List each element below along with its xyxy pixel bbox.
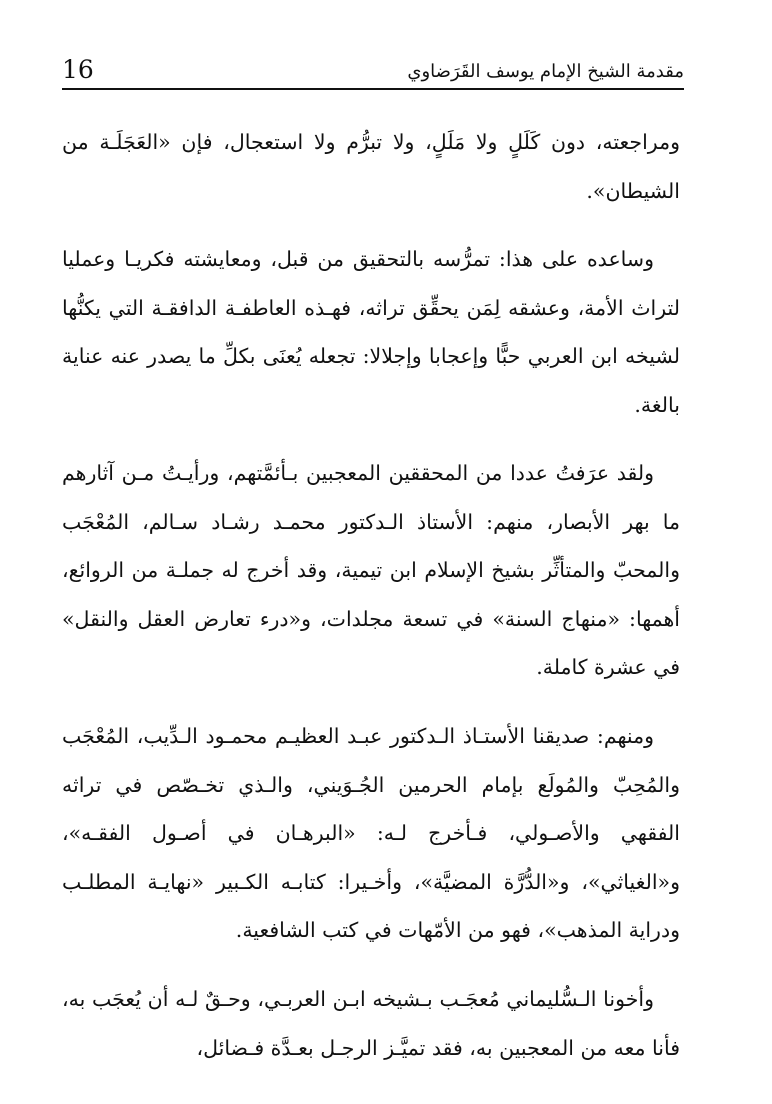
paragraph-3: ولقد عرَفتُ عددا من المحققين المعجبين بـأئمَّتهم، ورأيـتُ مـن آثارهم ما بهر الأبصار، منهم: الأستاذ الـدكتور محمـد رشـاد سـالم، المُعْجَب والمحبّ والمتأثِّر بشيخ الإسلام ابن تيمية، وقد أخرج له جملـة من الروائع، أهمها: «منهاج السنة» في تسعة مجلدات، و«درء تعارض العقل والنقل» في عشرة كاملة. [62, 461, 680, 680]
paragraph-2: وساعده على هذا: تمرُّسه بالتحقيق من قبل، ومعايشته فكريـا وعمليا لتراث الأمة، وعشقه لِمَن يحقِّق تراثه، فهـذه العاطفـة الدافقـة التي يكنُّها لشيخه ابن العربي حبًّا وإعجابا وإجلالا: تجعله يُعنَى بكلِّ ما يصدر عنه عناية بالغة. [62, 247, 680, 417]
paragraph-5: وأخونا الـسُّليماني مُعجَـب بـشيخه ابـن العربـي، وحـقٌ لـه أن يُعجَب به، فأنا معه من المعجبين به، فقد تميَّـز الرجـل بعـدَّة فـضائل، [62, 987, 680, 1060]
page-body [62, 118, 680, 1072]
page-number: 16 [62, 55, 94, 84]
running-header [62, 48, 684, 90]
paragraph-1: ومراجعته، دون كَلَلٍ ولا مَلَلٍ، ولا تبرُّم ولا استعجال، فإن «العَجَلَـة من الشيطان». [62, 130, 680, 203]
paragraph-4: ومنهم: صديقنا الأستـاذ الـدكتور عبـد العظيـم محمـود الـدِّيب، المُعْجَب والمُحِبّ والمُولَع بإمام الحرمين الجُـوَيني، والـذي تخـصّص في تراثه الفقهي والأصـولي، فـأخرج لـه: «البرهـان في أصـول الفقـه»، و«الغياثي»، و«الدُّرَّة المضيَّة»، وأخـيرا: كتابـه الكـبير «نهايـة المطلـب ودراية المذهب»، فهو من الأمّهات في كتب الشافعية. [62, 724, 680, 943]
header-title: مقدمة الشيخ الإمام يوسف القَرَضاوي [407, 61, 684, 82]
